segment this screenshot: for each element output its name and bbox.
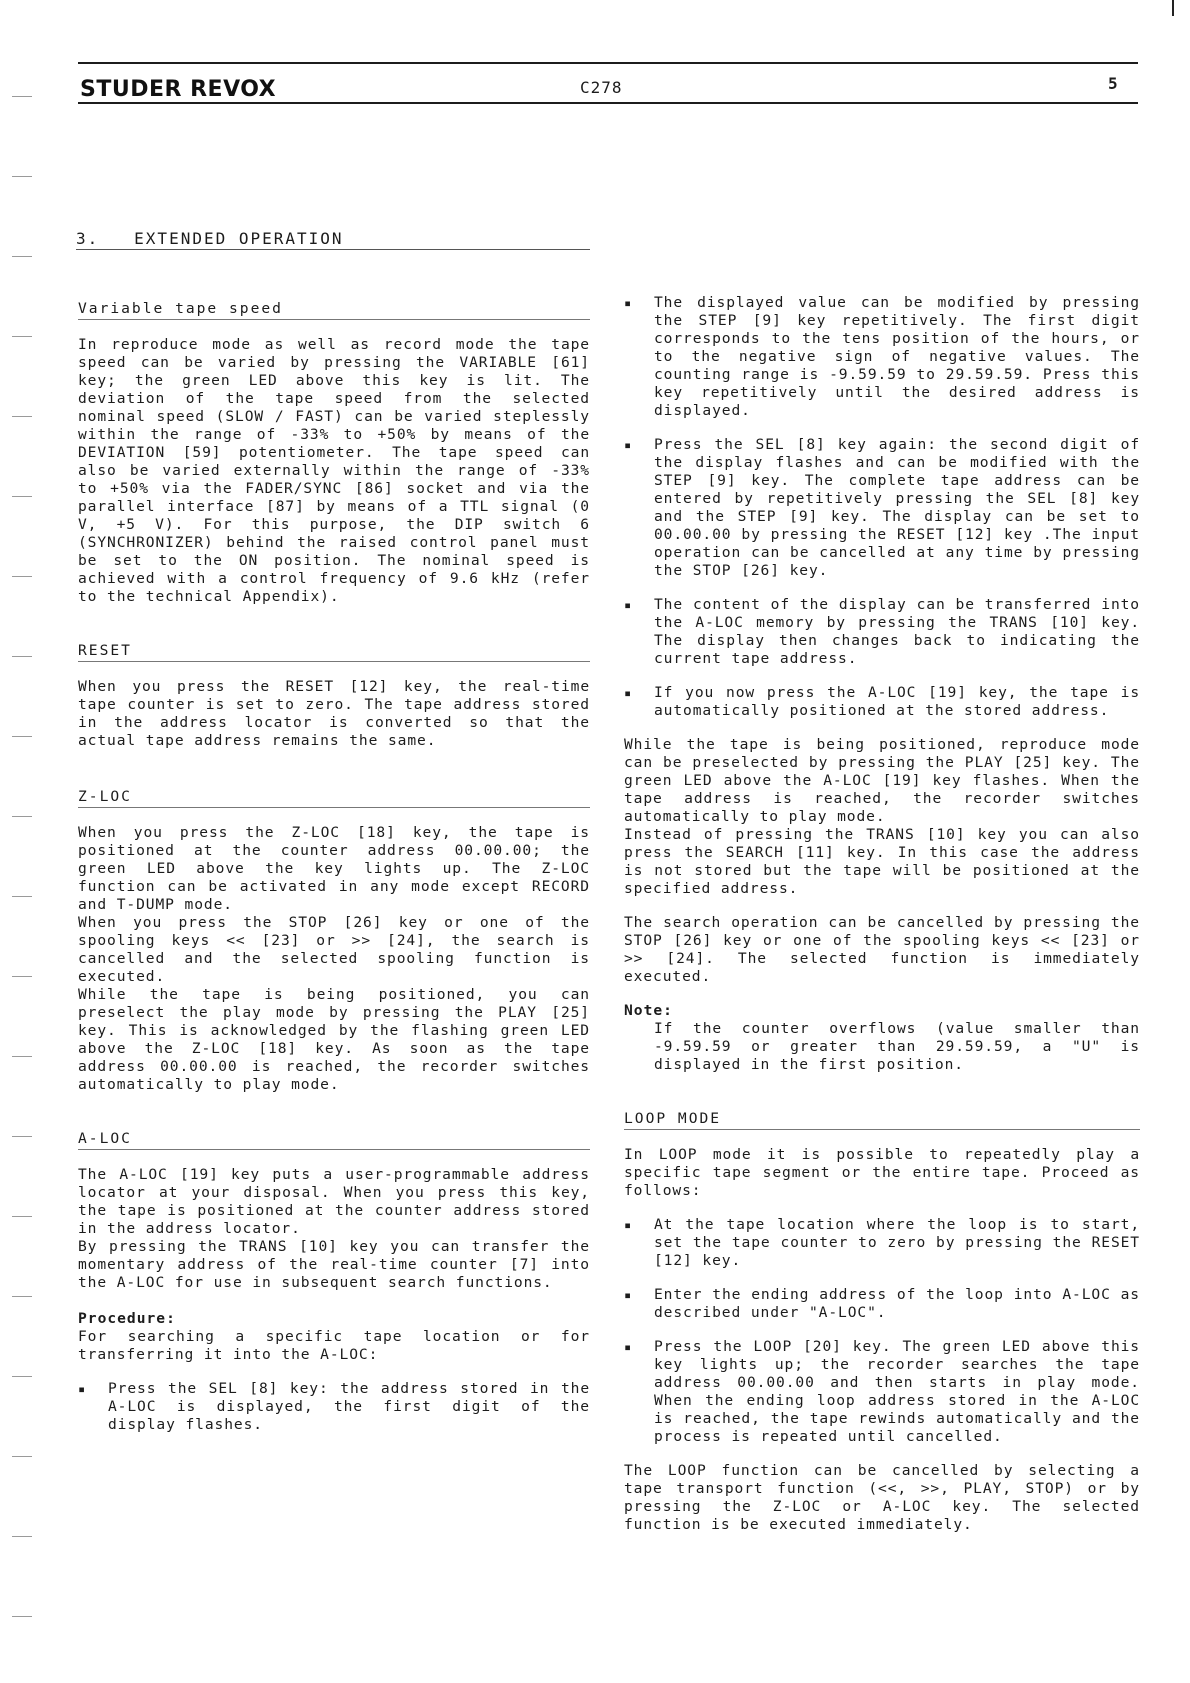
header-rule-top <box>78 62 1138 64</box>
section-reset <box>78 642 590 750</box>
margin-mark <box>12 576 32 577</box>
margin-mark <box>12 176 32 177</box>
margin-mark <box>12 656 32 657</box>
section-heading: Variable tape speed <box>78 300 590 320</box>
margin-mark <box>12 96 32 97</box>
left-column <box>78 300 590 1434</box>
chapter-title: 3. EXTENDED OPERATION <box>76 229 590 250</box>
brand-logo: STUDER REVOX <box>80 77 277 102</box>
header-rule-bottom <box>78 102 1138 104</box>
note-label: Note: <box>624 1002 673 1019</box>
section-z-loc <box>78 788 590 1094</box>
list-item: ▪ At the tape location where the loop is to start, set the tape counter to zero by pressing the RESET [12] key. <box>624 1216 1140 1270</box>
paragraph: The search operation can be cancelled by pressing the STOP [26] key or one of the spooling keys << [23] or >> [24]. The selected function is immediately executed. <box>624 914 1140 985</box>
margin-mark <box>12 1376 32 1377</box>
margin-mark <box>12 256 32 257</box>
paragraph: While the tape is being positioned, reproduce mode can be preselected by pressing the PLAY [25] key. The green LED above the A-LOC [19] key flashes. When the tape address is reached, the recorder switches automatically to play mode. <box>624 736 1140 825</box>
section-a-loc <box>78 1130 590 1434</box>
paragraph: The A-LOC [19] key puts a user-programmable address locator at your disposal. When you press this key, the tape is positioned at the counter address stored in the address locator. <box>78 1166 590 1237</box>
section-variable-speed <box>78 300 590 606</box>
list-item: ▪ Enter the ending address of the loop into A-LOC as described under "A-LOC". <box>624 1286 1140 1322</box>
paragraph: By pressing the TRANS [10] key you can transfer the momentary address of the real-time counter [7] into the A-LOC for use in subsequent search functions. <box>78 1238 590 1291</box>
margin-mark <box>12 416 32 417</box>
section-heading: LOOP MODE <box>624 1110 1140 1130</box>
margin-mark <box>12 1296 32 1297</box>
paragraph: While the tape is being positioned, you can preselect the play mode by pressing the PLAY [25] key. This is acknowledged by the flashing green LED above the Z-LOC [18] key. As soon as the tape address 00.00.00 is reached, the recorder switches automatically to play mode. <box>78 986 590 1093</box>
margin-mark <box>12 1056 32 1057</box>
section-heading: Z-LOC <box>78 788 590 808</box>
paragraph: The LOOP function can be cancelled by selecting a tape transport function (<<, >>, PLAY, STOP) or by pressing the Z-LOC or A-LOC key. The selected function is be executed immediately. <box>624 1462 1140 1533</box>
margin-mark <box>12 1536 32 1537</box>
paragraph: In reproduce mode as well as record mode the tape speed can be varied by pressing the VARIABLE [61] key; the green LED above this key is lit. The deviation of the tape speed from the selected nominal speed (SLOW / FAST) can be varied steplessly within the range of -33% to +50% by means of the DEVIATION [59] potentiometer. The tape speed can also be varied externally within the range of -33% to +50% via the FADER/SYNC [86] socket and via the parallel interface [87] by means of a TTL signal (0 V, +5 V). For this purpose, the DIP switch 6 (SYNCHRONIZER) behind the raised control panel must be set to the ON position. The nominal speed is achieved with a control frequency of 9.6 kHz (refer to the technical Appendix). <box>78 336 590 605</box>
list-item: ▪ The content of the display can be transferred into the A-LOC memory by pressing the TRANS [10] key. The display then changes back to indicating the current tape address. <box>624 596 1140 668</box>
list-item: ▪ If you now press the A-LOC [19] key, the tape is automatically positioned at the stored address. <box>624 684 1140 720</box>
margin-mark <box>12 976 32 977</box>
procedure-label: Procedure: <box>78 1310 176 1327</box>
list-item: ▪ Press the LOOP [20] key. The green LED above this key lights up; the recorder searches the tape address 00.00.00 and then starts in play mode. When the ending loop address stored in the A-LOC is reached, the tape rewinds automatically and the process is repeated until cancelled. <box>624 1338 1140 1446</box>
section-loop-mode <box>624 1110 1140 1534</box>
list-item: ▪ Press the SEL [8] key: the address stored in the A-LOC is displayed, the first digit of the display flashes. <box>78 1380 590 1434</box>
section-heading: A-LOC <box>78 1130 590 1150</box>
margin-mark <box>12 1216 32 1217</box>
list-item: ▪ The displayed value can be modified by pressing the STEP [9] key repetitively. The first digit corresponds to the tens position of the hours, or to the negative sign of negative values. The counting range is -9.59.59 to 29.59.59. Press this key repetitively until the desired address is displayed. <box>624 294 1140 420</box>
paragraph: When you press the RESET [12] key, the real-time tape counter is set to zero. The tape address stored in the address locator is converted so that the actual tape address remains the same. <box>78 678 590 749</box>
page-number: 5 <box>1108 74 1118 93</box>
margin-mark <box>12 1136 32 1137</box>
margin-mark <box>12 736 32 737</box>
margin-mark <box>12 1616 32 1617</box>
paragraph: When you press the Z-LOC [18] key, the tape is positioned at the counter address 00.00.00; the green LED above the key lights up. The Z-LOC function can be activated in any mode except RECORD and T-DUMP mode. <box>78 824 590 913</box>
right-column <box>624 294 1140 1534</box>
note-text: If the counter overflows (value smaller than -9.59.59 or greater than 29.59.59, a "U" is displayed in the first position. <box>654 1020 1140 1073</box>
paragraph: In LOOP mode it is possible to repeatedly play a specific tape segment or the entire tape. Proceed as follows: <box>624 1146 1140 1199</box>
corner-tick <box>1172 0 1174 16</box>
margin-mark <box>12 496 32 497</box>
paragraph: Instead of pressing the TRANS [10] key you can also press the SEARCH [11] key. In this case the address is not stored but the tape will be positioned at the specified address. <box>624 826 1140 897</box>
section-heading: RESET <box>78 642 590 662</box>
margin-mark <box>12 816 32 817</box>
margin-mark <box>12 336 32 337</box>
model-number: C278 <box>580 78 623 97</box>
margin-mark <box>12 1456 32 1457</box>
paragraph: When you press the STOP [26] key or one of the spooling keys << [23] or >> [24], the search is cancelled and the selected spooling function is executed. <box>78 914 590 985</box>
paragraph: For searching a specific tape location or for transferring it into the A-LOC: <box>78 1328 590 1363</box>
list-item: ▪ Press the SEL [8] key again: the second digit of the display flashes and can be modified with the STEP [9] key. The complete tape address can be entered by repetitively pressing the SEL [8] key and the STEP [9] key. The display can be set to 00.00.00 by pressing the RESET [12] key .The input operation can be cancelled at any time by pressing the STOP [26] key. <box>624 436 1140 580</box>
margin-mark <box>12 896 32 897</box>
